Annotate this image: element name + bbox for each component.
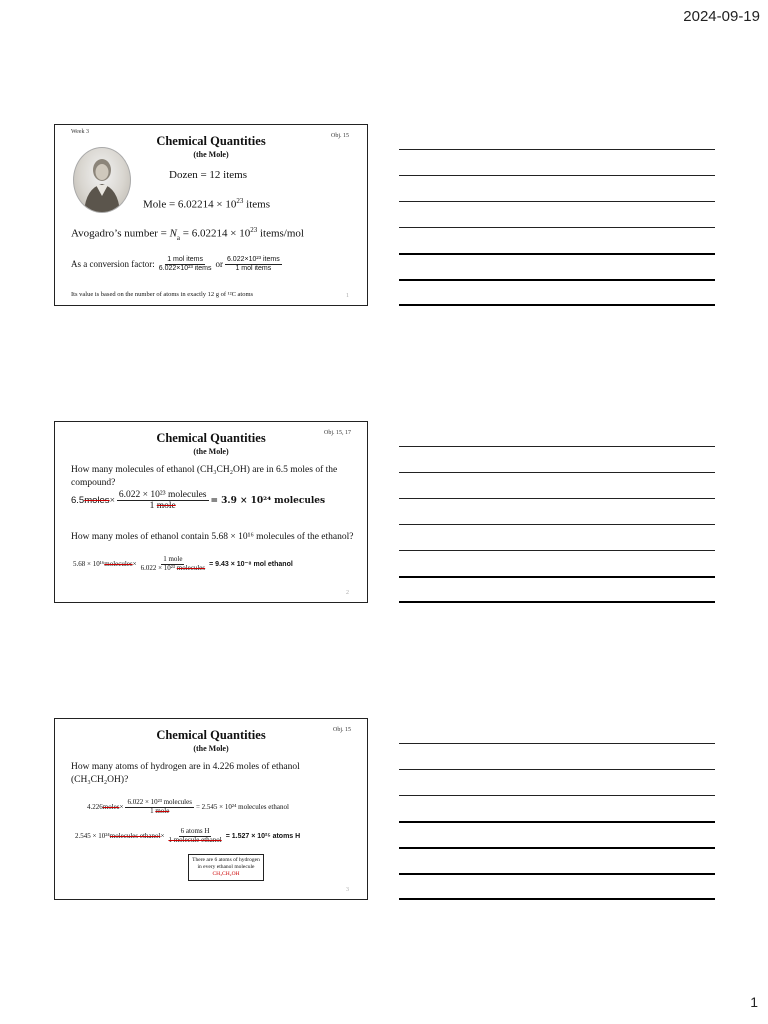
eq-times: × xyxy=(132,560,137,569)
note-line xyxy=(399,279,715,281)
den-number: 6.022 × 10²³ xyxy=(140,563,177,572)
slide-subtitle: (the Mole) xyxy=(193,744,229,753)
note-line xyxy=(399,446,715,447)
note-line xyxy=(399,898,715,900)
week-label: Week 3 xyxy=(71,129,90,135)
fraction-denominator xyxy=(148,501,178,511)
note-line xyxy=(399,743,715,744)
conversion-factor xyxy=(71,256,284,272)
conversion-label: As a conversion factor: xyxy=(71,259,155,270)
fraction-numerator: 1 mole xyxy=(163,555,183,563)
avogadro-portrait xyxy=(73,147,131,213)
eq-fraction xyxy=(166,828,223,844)
mole-unit: items xyxy=(243,198,270,211)
note-line xyxy=(399,769,715,770)
note-line xyxy=(399,550,715,551)
question-1: How many molecules of ethanol (CH₃CH₂OH) are in 6.5 moles of the compound? xyxy=(71,465,338,488)
header-date: 2024-09-19 xyxy=(683,8,760,25)
fraction-denominator xyxy=(148,808,171,816)
fraction-numerator: 6 atoms H xyxy=(180,827,210,835)
eq-cancelled-unit: molecules xyxy=(104,560,133,569)
note-formula: CH₃CH₂OH xyxy=(212,870,240,877)
fraction-numerator: 6.022 × 10²³ molecules xyxy=(118,490,207,500)
avo-exponent: 23 xyxy=(250,226,258,234)
note-line xyxy=(399,304,715,306)
eq-lead: 5.68 × 10¹⁶ xyxy=(73,560,105,569)
slide-2 xyxy=(54,421,368,603)
den-cancelled-unit: mole xyxy=(155,806,170,815)
objective-label: Obj. 15 xyxy=(331,133,349,139)
eq-cancelled-unit: molecules ethanol xyxy=(109,832,161,841)
fraction-denominator xyxy=(139,565,208,573)
question-2: How many moles of ethanol contain 5.68 × 10¹⁶ molecules of the ethanol? xyxy=(71,532,354,542)
slide-title: Chemical Quantities xyxy=(156,134,266,148)
den-number: 1 xyxy=(149,501,157,512)
avo-text: Avogadro’s number = xyxy=(71,227,170,240)
slide-1 xyxy=(54,124,368,306)
eq-fraction xyxy=(117,490,209,512)
slide-3 xyxy=(54,718,368,900)
eq-times: × xyxy=(160,832,165,841)
eq-cancelled-unit: moles xyxy=(102,803,120,812)
mole-exponent: 23 xyxy=(236,197,244,205)
eq-lead: 4.226 xyxy=(87,803,103,812)
fraction-denominator: 1 molecule ethanol xyxy=(168,835,222,844)
den-cancelled-unit: molecules xyxy=(176,563,206,572)
avogadro-number xyxy=(71,226,304,242)
hydrogen-note-box xyxy=(188,854,264,881)
note-line xyxy=(399,472,715,473)
note-line xyxy=(399,149,715,150)
mole-definition xyxy=(143,197,270,211)
eq-result: = 1.527 × 10²⁵ atoms H xyxy=(225,832,301,840)
conversion-fraction-2 xyxy=(225,256,282,272)
avo-unit: items/mol xyxy=(257,227,304,240)
slide-title: Chemical Quantities xyxy=(156,728,266,742)
eq-fraction xyxy=(139,556,208,572)
fraction-denominator: 6.022×10²³ items xyxy=(158,264,212,272)
note-line xyxy=(399,873,715,875)
slide-subtitle: (the Mole) xyxy=(193,150,229,159)
eq-fraction xyxy=(125,799,194,815)
slide-number: 3 xyxy=(346,887,349,893)
equation-2 xyxy=(73,556,293,572)
equation-1 xyxy=(71,490,325,512)
objective-label: Obj. 15, 17 xyxy=(324,430,351,436)
conversion-fraction-1 xyxy=(157,256,214,272)
note-line xyxy=(399,524,715,525)
fraction-denominator: 1 mol items xyxy=(235,264,272,272)
eq-result: = 9.43 × 10⁻⁸ mol ethanol xyxy=(209,561,293,569)
slide-note: Its value is based on the number of atoms in exactly 12 g of ¹²C atoms xyxy=(71,291,254,298)
eq-result: = 3.9 × 10²⁴ molecules xyxy=(210,495,326,506)
note-text: There are 6 atoms of hydrogen in every ethanol molecule xyxy=(192,857,260,870)
note-line xyxy=(399,601,715,603)
question: How many atoms of hydrogen are in 4.226 moles of ethanol (CH₃CH₂OH)? xyxy=(71,762,300,785)
avo-symbol: N xyxy=(169,227,177,240)
dozen-definition: Dozen = 12 items xyxy=(169,169,247,181)
slide-number: 2 xyxy=(346,590,349,596)
note-line xyxy=(399,253,715,255)
fraction-numerator: 6.022×10²³ items xyxy=(226,256,280,263)
eq-result: = 2.545 × 10²⁴ molecules ethanol xyxy=(195,803,289,812)
avo-value: = 6.02214 × 10 xyxy=(180,227,251,240)
equation-2 xyxy=(75,828,300,844)
note-line xyxy=(399,227,715,228)
objective-label: Obj. 15 xyxy=(333,727,351,733)
slide-title: Chemical Quantities xyxy=(156,431,266,445)
note-line xyxy=(399,576,715,578)
conversion-or: or xyxy=(215,259,223,270)
note-line xyxy=(399,498,715,499)
slide-subtitle: (the Mole) xyxy=(193,447,229,456)
note-line xyxy=(399,795,715,796)
mole-text: Mole = 6.02214 × 10 xyxy=(143,198,237,211)
eq-lead: 2.545 × 10²⁴ xyxy=(75,832,110,841)
note-line xyxy=(399,201,715,202)
equation-1 xyxy=(87,799,289,815)
eq-times: × xyxy=(109,495,115,506)
note-line xyxy=(399,175,715,176)
eq-times: × xyxy=(119,803,124,812)
fraction-numerator: 6.022 × 10²³ molecules xyxy=(127,798,192,806)
fraction-numerator: 1 mol items xyxy=(167,256,203,263)
eq-cancelled-unit: moles xyxy=(84,495,110,507)
note-line xyxy=(399,847,715,849)
page-number: 1 xyxy=(750,994,758,1010)
avo-subscript: a xyxy=(176,233,181,242)
eq-lead: 6.5 xyxy=(71,495,85,507)
slide-number: 1 xyxy=(346,293,349,299)
portrait-image xyxy=(74,148,130,212)
den-number: 1 xyxy=(150,806,156,815)
den-cancelled-unit: mole xyxy=(156,501,176,512)
note-line xyxy=(399,821,715,823)
